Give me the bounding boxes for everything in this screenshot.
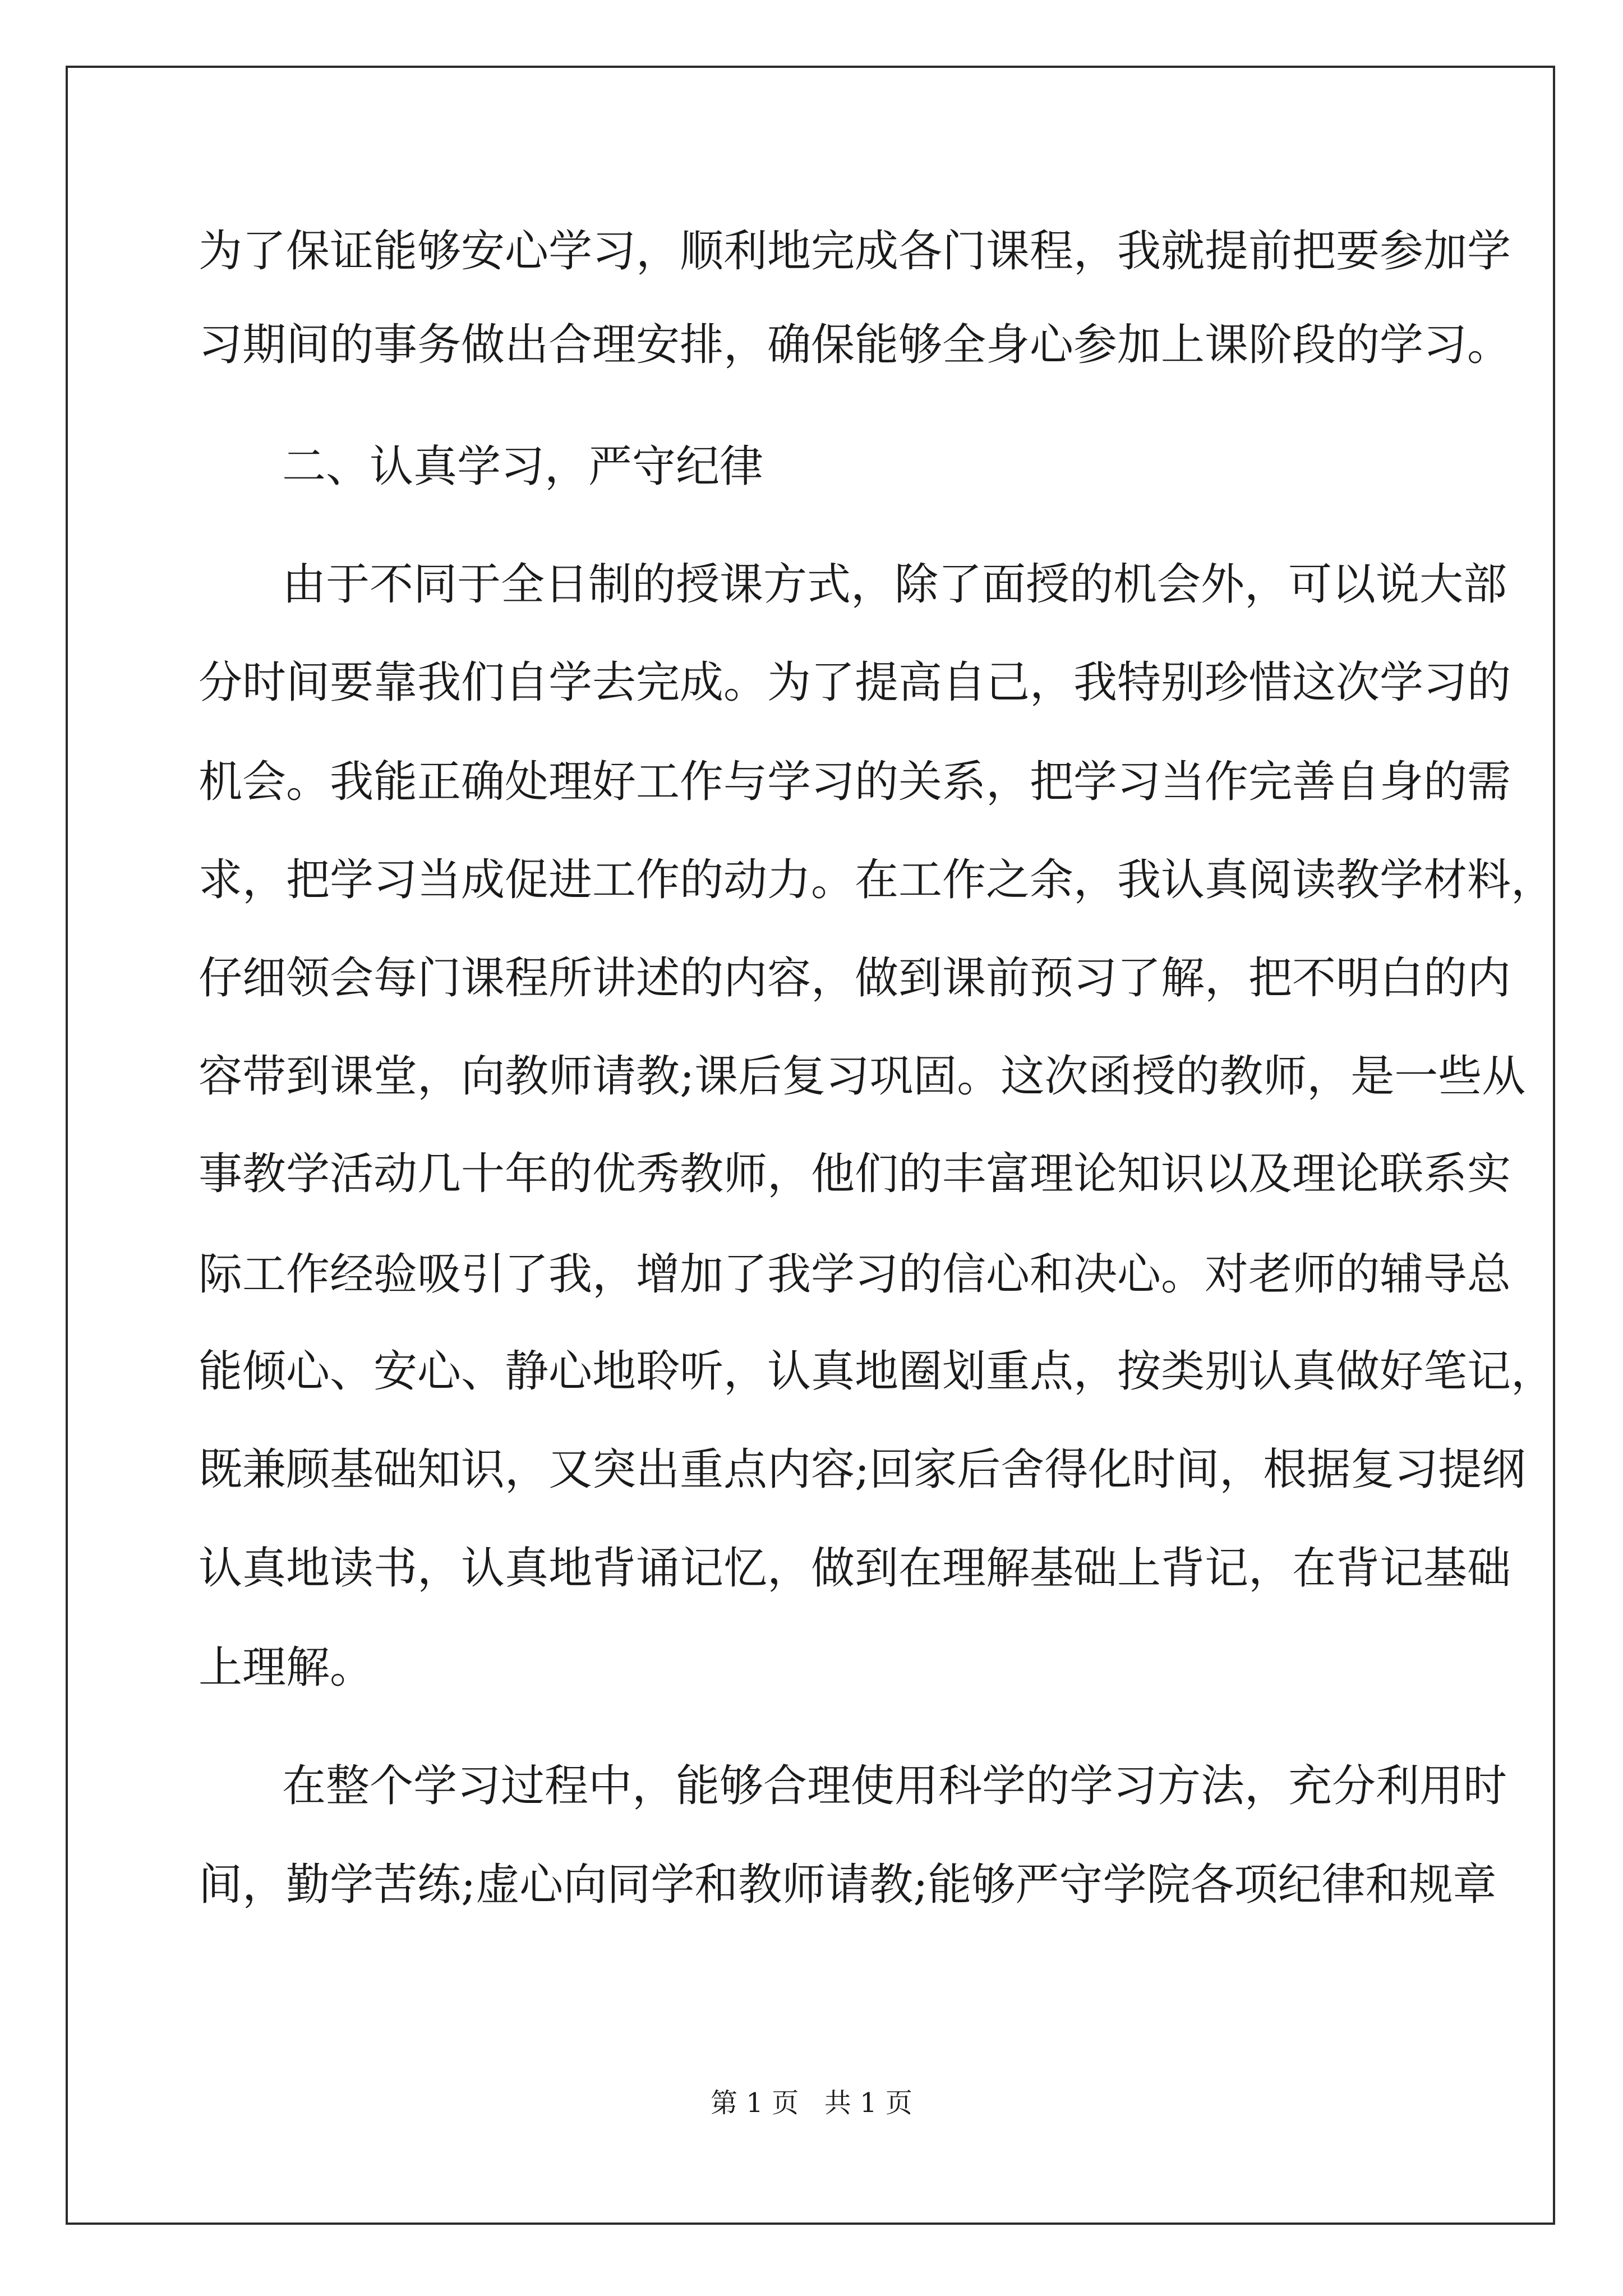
paragraph-line: 事教学活动几十年的优秀教师，他们的丰富理论知识以及理论联系实 <box>199 1149 1511 1199</box>
section-heading: 二、认真学习，严守纪律 <box>282 441 764 492</box>
paragraph-line: 认真地读书，认真地背诵记忆，做到在理解基础上背记，在背记基础 <box>199 1543 1511 1594</box>
paragraph-line: 在整个学习过程中，能够合理使用科学的学习方法，充分利用时 <box>282 1761 1507 1811</box>
paragraph-line: 能倾心、安心、静心地聆听，认真地圈划重点，按类别认真做好笔记， <box>199 1346 1555 1397</box>
paragraph-line: 既兼顾基础知识，又突出重点内容;回家后舍得化时间，根据复习提纲 <box>199 1444 1526 1495</box>
paragraph-line: 仔细领会每门课程所讲述的内容，做到课前预习了解，把不明白的内 <box>199 953 1511 1004</box>
paragraph-line: 机会。我能正确处理好工作与学习的关系，把学习当作完善自身的需 <box>199 757 1511 807</box>
paragraph-line: 求，把学习当成促进工作的动力。在工作之余，我认真阅读教学材料， <box>199 855 1555 905</box>
paragraph-line: 习期间的事务做出合理安排，确保能够全身心参加上课阶段的学习。 <box>199 320 1511 370</box>
paragraph-line: 为了保证能够安心学习，顺利地完成各门课程，我就提前把要参加学 <box>199 226 1511 277</box>
paragraph-line: 容带到课堂，向教师请教;课后复习巩固。这次函授的教师，是一些从 <box>199 1051 1526 1102</box>
page-number: 第 1 页 共 1 页 <box>711 2087 912 2119</box>
paragraph-line: 上理解。 <box>199 1642 374 1693</box>
paragraph-line: 由于不同于全日制的授课方式，除了面授的机会外，可以说大部 <box>282 559 1507 610</box>
paragraph-line: 间，勤学苦练;虚心向同学和教师请教;能够严守学院各项纪律和规章 <box>199 1860 1497 1910</box>
paragraph-line: 分时间要靠我们自学去完成。为了提高自己，我特别珍惜这次学习的 <box>199 657 1511 708</box>
paragraph-line: 际工作经验吸引了我，增加了我学习的信心和决心。对老师的辅导总 <box>199 1249 1511 1300</box>
